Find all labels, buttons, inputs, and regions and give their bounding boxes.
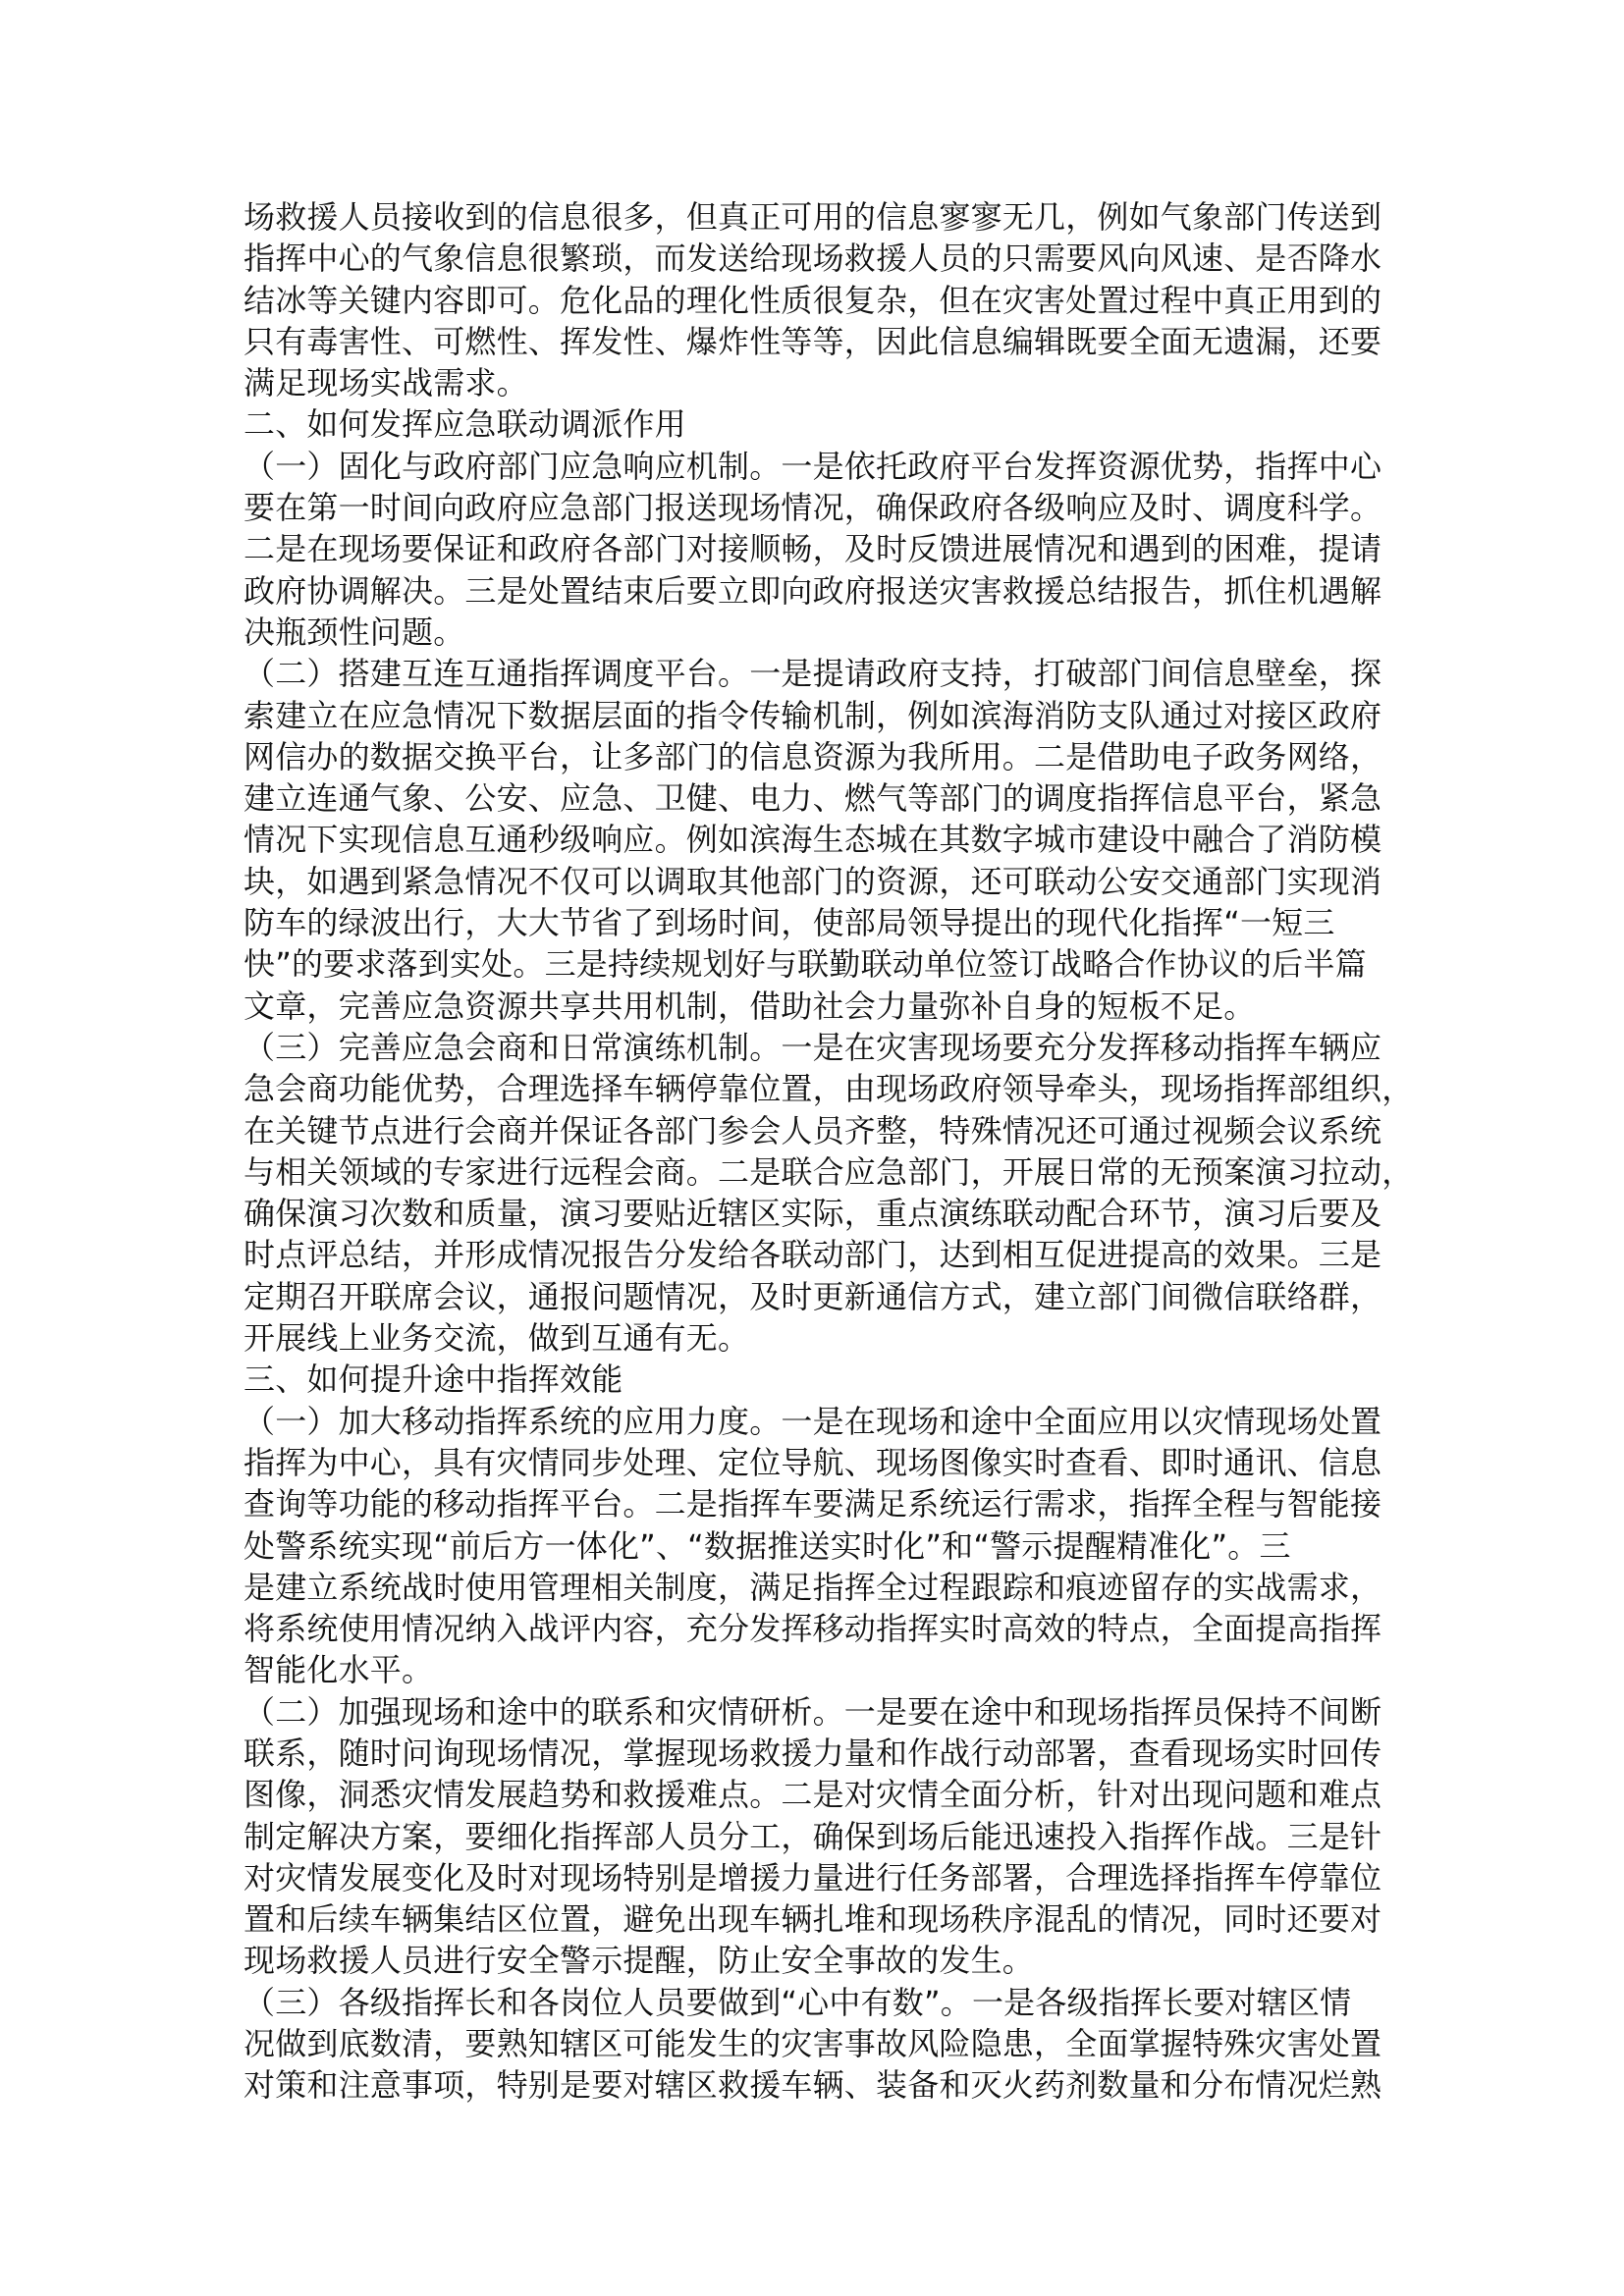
text-line: 急会商功能优势，合理选择车辆停靠位置，由现场政府领导牵头，现场指挥部组织，	[244, 1070, 1414, 1108]
text-line: 现场救援人员进行安全警示提醒，防止安全事故的发生。	[244, 1942, 1035, 1980]
text-line: 查询等功能的移动指挥平台。二是指挥车要满足系统运行需求，指挥全程与智能接	[244, 1485, 1382, 1523]
text-line: 情况下实现信息互通秒级响应。例如滨海生态城在其数字城市建设中融合了消防模	[244, 821, 1382, 859]
text-line: 时点评总结，并形成情况报告分发给各联动部门，达到相互促进提高的效果。三是	[244, 1236, 1382, 1274]
text-line: 文章，完善应急资源共享共用机制，借助社会力量弥补自身的短板不足。	[244, 987, 1256, 1025]
text-line: 满足现场实战需求。	[244, 364, 528, 402]
text-line: 快”的要求落到实处。三是持续规划好与联勤联动单位签订战略合作协议的后半篇	[244, 945, 1367, 984]
text-line: 与相关领域的专家进行远程会商。二是联合应急部门，开展日常的无预案演习拉动，	[244, 1152, 1414, 1191]
text-line: 对灾情发展变化及时对现场特别是增援力量进行任务部署，合理选择指挥车停靠位	[244, 1858, 1382, 1896]
text-line: （二）搭建互连互通指挥调度平台。一是提请政府支持，打破部门间信息壁垒，探	[244, 655, 1382, 693]
text-line: 确保演习次数和质量，演习要贴近辖区实际，重点演练联动配合环节，演习后要及	[244, 1195, 1382, 1233]
text-line: 块，如遇到紧急情况不仅可以调取其他部门的资源，还可联动公安交通部门实现消	[244, 862, 1382, 900]
text-line: 三、如何提升途中指挥效能	[244, 1361, 623, 1399]
text-line: 结冰等关键内容即可。危化品的理化性质很复杂，但在灾害处置过程中真正用到的	[244, 281, 1382, 319]
text-line: 政府协调解决。三是处置结束后要立即向政府报送灾害救援总结报告，抓住机遇解	[244, 571, 1382, 610]
text-line: 建立连通气象、公安、应急、卫健、电力、燃气等部门的调度指挥信息平台，紧急	[244, 779, 1382, 818]
text-line: 对策和注意事项，特别是要对辖区救援车辆、装备和灭火药剂数量和分布情况烂熟	[244, 2066, 1382, 2105]
text-line: 将系统使用情况纳入战评内容，充分发挥移动指挥实时高效的特点，全面提高指挥	[244, 1610, 1382, 1648]
text-line: （一）加大移动指挥系统的应用力度。一是在现场和途中全面应用以灾情现场处置	[244, 1402, 1382, 1440]
text-line: 图像，洞悉灾情发展趋势和救援难点。二是对灾情全面分析，针对出现问题和难点	[244, 1776, 1382, 1814]
text-line: 况做到底数清，要熟知辖区可能发生的灾害事故风险隐患，全面掌握特殊灾害处置	[244, 2025, 1382, 2063]
text-line: 要在第一时间向政府应急部门报送现场情况，确保政府各级响应及时、调度科学。	[244, 489, 1382, 527]
text-line: （三）完善应急会商和日常演练机制。一是在灾害现场要充分发挥移动指挥车辆应	[244, 1028, 1382, 1066]
text-line: 指挥中心的气象信息很繁琐，而发送给现场救援人员的只需要风向风速、是否降水	[244, 240, 1382, 278]
text-line: 智能化水平。	[244, 1651, 434, 1689]
text-line: 制定解决方案，要细化指挥部人员分工，确保到场后能迅速投入指挥作战。三是针	[244, 1817, 1382, 1855]
text-line: 网信办的数据交换平台，让多部门的信息资源为我所用。二是借助电子政务网络，	[244, 737, 1382, 775]
text-line: 二是在现场要保证和政府各部门对接顺畅，及时反馈进展情况和遇到的困难，提请	[244, 530, 1382, 568]
text-line: 是建立系统战时使用管理相关制度，满足指挥全过程跟踪和痕迹留存的实战需求，	[244, 1568, 1382, 1606]
text-line: 置和后续车辆集结区位置，避免出现车辆扎堆和现场秩序混乱的情况，同时还要对	[244, 1900, 1382, 1939]
text-line: 二、如何发挥应急联动调派作用	[244, 405, 686, 444]
text-line: 指挥为中心，具有灾情同步处理、定位导航、现场图像实时查看、即时通讯、信息	[244, 1443, 1382, 1481]
text-line: 决瓶颈性问题。	[244, 613, 465, 651]
text-line: （二）加强现场和途中的联系和灾情研析。一是要在途中和现场指挥员保持不间断	[244, 1692, 1382, 1731]
text-line: 防车的绿波出行，大大节省了到场时间，使部局领导提出的现代化指挥“一短三	[244, 904, 1335, 942]
text-line: 索建立在应急情况下数据层面的指令传输机制，例如滨海消防支队通过对接区政府	[244, 696, 1382, 734]
text-line: 定期召开联席会议，通报问题情况，及时更新通信方式，建立部门间微信联络群，	[244, 1277, 1382, 1315]
text-line: （一）固化与政府部门应急响应机制。一是依托政府平台发挥资源优势，指挥中心	[244, 447, 1382, 485]
document-body	[244, 196, 1414, 2107]
text-line: 处警系统实现“前后方一体化”、“数据推送实时化”和“警示提醒精准化”。三	[244, 1526, 1291, 1565]
text-line: 开展线上业务交流，做到互通有无。	[244, 1319, 750, 1358]
text-line: 只有毒害性、可燃性、挥发性、爆炸性等等，因此信息编辑既要全面无遗漏，还要	[244, 322, 1382, 360]
text-line: 在关键节点进行会商并保证各部门参会人员齐整，特殊情况还可通过视频会议系统	[244, 1111, 1382, 1149]
text-line: 场救援人员接收到的信息很多，但真正可用的信息寥寥无几，例如气象部门传送到	[244, 198, 1382, 236]
text-line: 联系，随时问询现场情况，掌握现场救援力量和作战行动部署，查看现场实时回传	[244, 1734, 1382, 1772]
text-line: （三）各级指挥长和各岗位人员要做到“心中有数”。一是各级指挥长要对辖区情	[244, 1983, 1352, 2021]
